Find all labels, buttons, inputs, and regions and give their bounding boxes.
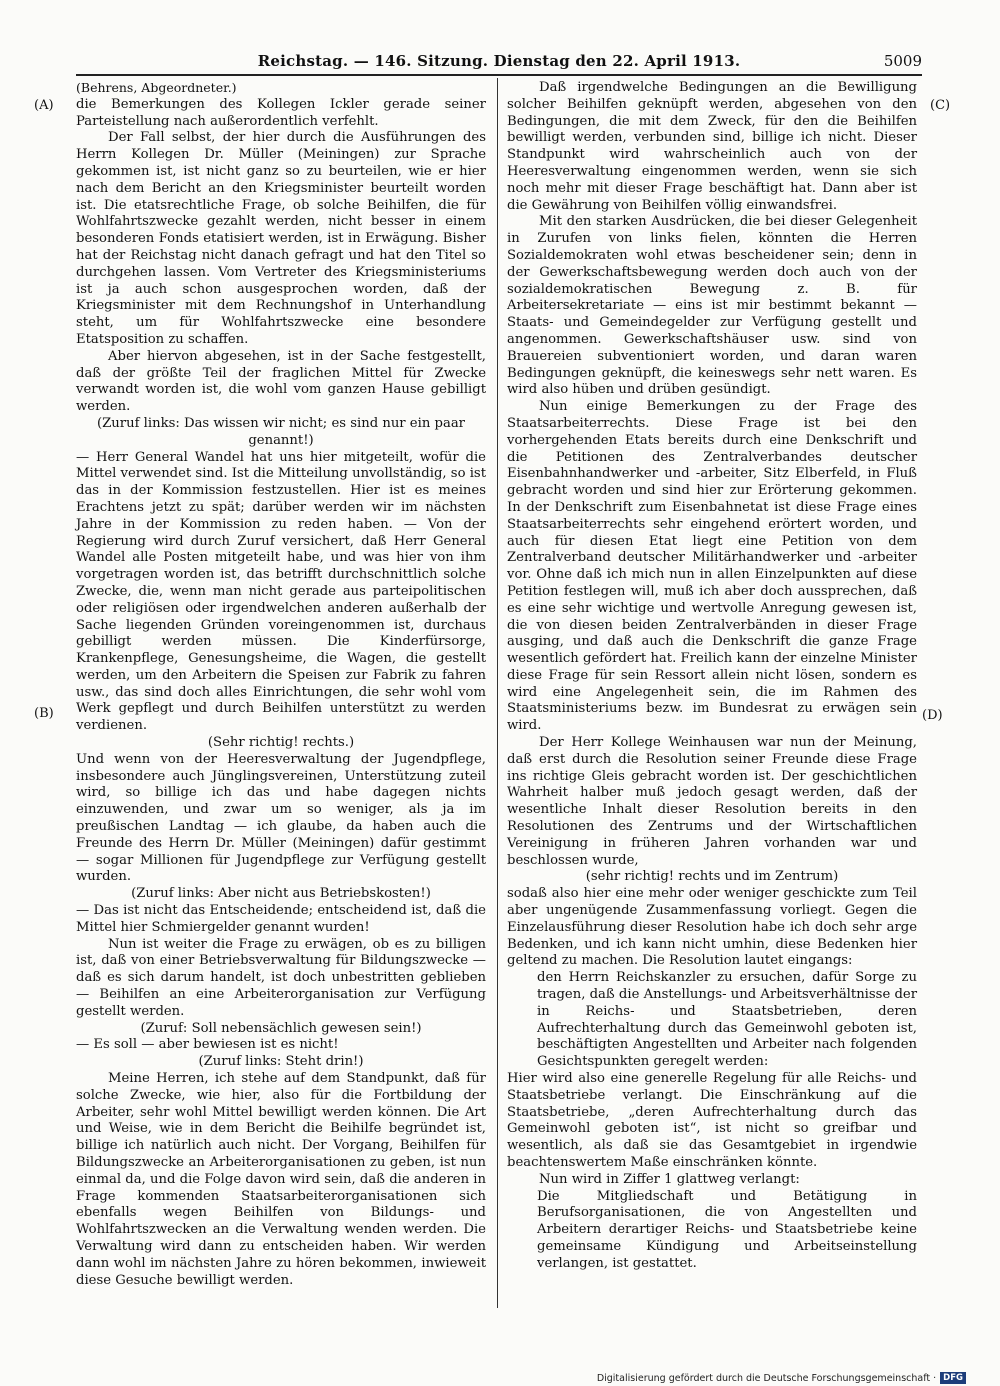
margin-letter-d: (D) xyxy=(922,708,943,723)
interjection: (Zuruf: Soll nebensächlich gewesen sein!) xyxy=(140,1020,422,1036)
right-text-column xyxy=(507,80,917,1273)
paragraph: Und wenn von der Heeresverwaltung der Jugendpflege, insbesondere auch Jünglingsvereinen, Unterstützung zuteil wird, so billige ich das und habe dagegen nichts einzuwenden, und zwar um so weniger, als ja im preußischen Landtag — ich glaube, da haben auch die Freunde des Herrn Dr. Müller (Meiningen) dafür gestimmt — sogar Millionen für Jugendpflege zur Verfügung gestellt wurden. xyxy=(76,751,486,885)
paragraph: — Es soll — aber bewiesen ist es nicht! xyxy=(76,1037,339,1053)
margin-letter-b: (B) xyxy=(34,706,54,721)
margin-letter-a: (A) xyxy=(34,98,54,113)
paragraph: Hier wird also eine generelle Regelung für alle Reichs- und Staatsbetriebe verlangt. Die Einschränkung auf die Staatsbetriebe, „deren Aufrechterhaltung durch das Gemeinwohl geboten ist“, ist nicht so greifbar und wesentlich, als daß sie das Gesamtgebiet in irgendwie beachtenswertem Maße einschränken könnte. xyxy=(507,1071,917,1170)
left-text-column xyxy=(76,80,486,1289)
interjection: (sehr richtig! rechts und im Zentrum) xyxy=(585,869,839,885)
interjection: (Sehr richtig! rechts.) xyxy=(207,735,355,751)
page-footer xyxy=(597,1370,966,1386)
dfg-logo: DFG xyxy=(940,1372,966,1384)
paragraph: Der Herr Kollege Weinhausen war nun der Meinung, daß erst durch die Resolution seiner Freunde diese Frage ins richtige Gleis gebracht worden ist. Der geschichtlichen Wahrheit halber muß jedoch gesagt werden, daß der wesentliche Inhalt dieser Resolution bereits in den Resolutionen des Zentrums und der Wirtschaftlichen Vereinigung in früheren Jahren vorhanden war und beschlossen wurde, xyxy=(507,735,917,868)
column-divider xyxy=(497,78,498,1308)
running-title: Reichstag. — 146. Sitzung. Dienstag den 22. April 1913. xyxy=(257,52,741,70)
paragraph: Mit den starken Ausdrücken, die bei dieser Gelegenheit in Zurufen von links fielen, könnten die Herren Sozialdemokraten wohl etwas bescheidener sein; denn in der Gewerkschaftsbewegung werden doch auch von der sozialdemokratischen Bewegung z. B. für Arbeitersekretariate — eins ist mir bestimmt bekannt — Staats- und Gemeindegelder zur Verfügung gestellt und angenommen. Gewerkschaftshäuser usw. sind von Brauereien subventioniert worden, und daran waren Bedingungen geknüpft, die keineswegs sehr nett waren. Es wird also hüben und drüben gesündigt. xyxy=(507,214,917,398)
paragraph: — Das ist nicht das Entscheidende; entscheidend ist, daß die Mittel hier Schmiergelder genannt wurden! xyxy=(76,903,486,935)
page-number: 5009 xyxy=(883,52,922,70)
paragraph: — Herr General Wandel hat uns hier mitgeteilt, wofür die Mittel verwendet sind. Ist die Mitteilung unvollständig, so ist das in der Kommission festzustellen. Hier ist es meines Erachtens jetzt zu spät; darüber werden wir im nächsten Jahre in der Kommission zu reden haben. — Von der Regierung wird durch Zuruf versichert, daß Herr General Wandel alle Posten mitgeteilt habe, und was hier von ihm vorgetragen worden ist, das betrifft durchschnittlich solche Zwecke, die, wenn man nicht gerade aus parteipolitischen oder religiösen oder irgendwelchen anderen außerhalb der Sache liegenden Gründen voreingenommen ist, durchaus gebilligt werden müssen. Die Kinderfürsorge, Krankenpflege, Genesungsheime, die Wagen, die gestellt werden, um den Arbeitern die Speisen zur Fabrik zu fahren usw., das sind doch alles Einrichtungen, die sehr wohl vom Werk gepflegt und durch Beihilfen unterstützt zu werden verdienen. xyxy=(76,449,486,734)
quoted-resolution: Die Mitgliedschaft und Betätigung in Berufsorganisationen, die von Angestellten und Arbeitern derartiger Reichs- und Staatsbetriebe keine gemeinsame Kündigung und Arbeitseinstellung verlangen, ist gestattet. xyxy=(537,1188,917,1271)
speaker-note: (Behrens, Abgeordneter.) xyxy=(76,80,237,95)
paragraph: die Bemerkungen des Kollegen Ickler gerade seiner Parteistellung nach außerordentlich verfehlt. xyxy=(76,96,486,129)
interjection: (Zuruf links: Steht drin!) xyxy=(198,1054,364,1070)
digitization-credit: Digitalisierung gefördert durch die Deutsche Forschungsgemeinschaft · xyxy=(596,1372,937,1384)
paragraph: Daß irgendwelche Bedingungen an die Bewilligung solcher Beihilfen geknüpft werden, abgesehen von den Bedingungen, die mit dem Zweck, für den die Beihilfen bewilligt werden, verbunden sind, billige ich nicht. Dieser Standpunkt wird wahrscheinlich auch von der Heeresverwaltung eingenommen werden, wenn sie sich noch mehr mit dieser Frage beschäftigt hat. Dann aber ist die Gewährung von Beihilfen völlig einwandsfrei. xyxy=(507,80,917,213)
header-rule xyxy=(76,74,922,76)
paragraph: Der Fall selbst, der hier durch die Ausführungen des Herrn Kollegen Dr. Müller (Meiningen) zur Sprache gekommen ist, ist nicht ganz so zu beurteilen, wie er hier nach dem Bericht an den Kriegsminister beurteilt worden ist. Die etatsrechtliche Frage, ob solche Beihilfen, die für Wohlfahrtszwecke gezahlt werden, nicht besser in einem besonderen Fonds etatisiert werden, ist in Erwägung. Bisher hat der Reichstag nicht danach gefragt und hat den Titel so durchgehen lassen. Vom Vertreter des Kriegsministeriums ist ja auch schon ausgesprochen worden, daß der Kriegsminister mit dem Rechnungshof in Unterhandlung steht, um für Wohlfahrtszwecke eine besondere Etatsposition zu schaffen. xyxy=(76,130,486,347)
quoted-resolution: den Herrn Reichskanzler zu ersuchen, dafür Sorge zu tragen, daß die Anstellungs- und Arbeitsverhältnisse der in Reichs- und Staatsbetrieben, deren Aufrechterhaltung durch das Gemeinwohl geboten ist, beschäftigten Angestellten und Arbeiter nach folgenden Gesichtspunkten geregelt werden: xyxy=(537,970,917,1070)
paragraph: Nun wird in Ziffer 1 glattweg verlangt: xyxy=(539,1171,800,1187)
paragraph: Aber hiervon abgesehen, ist in der Sache festgestellt, daß der größte Teil der fraglichen Mittel für Zwecke verwandt worden ist, die wohl vom ganzen Hause gebilligt werden. xyxy=(76,348,486,415)
paragraph: Nun einige Bemerkungen zu der Frage des Staatsarbeiterrechts. Diese Frage ist bei den vorhergehenden Etats bereits durch eine Denkschrift und die Petitionen des Zentralverbandes deutscher Eisenbahnhandwerker und -arbeiter, Sitz Elberfeld, in Fluß gebracht worden und sind hier zur Erörterung gekommen. In der Denkschrift zum Eisenbahnetat ist diese Frage eines Staatsarbeiterrechts sehr eingehend erörtert worden, und auch für diesen Etat liegt eine Petition von dem Zentralverband deutscher Militärhandwerker und -arbeiter vor. Ohne daß ich mich nun in allen Einzelpunkten auf diese Petition festlegen will, muß ich aber doch aussprechen, daß es eine sehr wichtige und wertvolle Anregung gewesen ist, die von diesen beiden Zentralverbänden in dieser Frage ausging, und daß auch die Denkschrift die ganze Frage wesentlich gefördert hat. Freilich kann der einzelne Minister diese Frage für sein Ressort allein nicht lösen, sondern es wird eine Angelegenheit sein, die im Rahmen des Staatsministeriums bezw. im Bundesrat zu erwägen sein wird. xyxy=(507,399,917,734)
page-header xyxy=(76,52,922,74)
interjection: (Zuruf links: Aber nicht aus Betriebskosten!) xyxy=(131,886,431,902)
paragraph: Meine Herren, ich stehe auf dem Standpunkt, daß für solche Zwecke, wie hier, also für die Fortbildung der Arbeiter, sehr wohl Mittel bewilligt werden können. Die Art und Weise, wie in dem Bericht die Beihilfe begründet ist, billige ich natürlich auch nicht. Der Vorgang, Beihilfen für Bildungszwecke an Arbeiterorganisationen zu geben, ist nun einmal da, und die Folge davon wird sein, daß die anderen in Frage kommenden Staatsarbeiterorganisationen sich ebenfalls wegen Beihilfen von Bildungs- und Wohlfahrtszwecken an die Verwaltung wenden werden. Die Verwaltung wird dann zu entscheiden haben. Wir werden dann wohl im nächsten Jahre zu hören bekommen, inwieweit diese Gesuche bewilligt werden. xyxy=(76,1071,486,1288)
paragraph: Nun ist weiter die Frage zu erwägen, ob es zu billigen ist, daß von einer Betriebsverwaltung für Bildungszwecke — daß es sich darum handelt, ist doch unbestritten geblieben — Beihilfen an eine Arbeiterorganisation zur Verfügung gestellt werden. xyxy=(76,936,486,1019)
margin-letter-c: (C) xyxy=(930,98,951,113)
paragraph: sodaß also hier eine mehr oder weniger geschickte zum Teil aber ungenügende Zusammenfassung vorliegt. Gegen die Einzelausführung dieser Resolution habe ich doch sehr arge Bedenken, und ich kann nicht umhin, diese Bedenken hier geltend zu machen. Die Resolution lautet eingangs: xyxy=(507,886,917,969)
interjection: (Zuruf links: Das wissen wir nicht; es sind nur ein paar genannt!) xyxy=(97,415,465,448)
